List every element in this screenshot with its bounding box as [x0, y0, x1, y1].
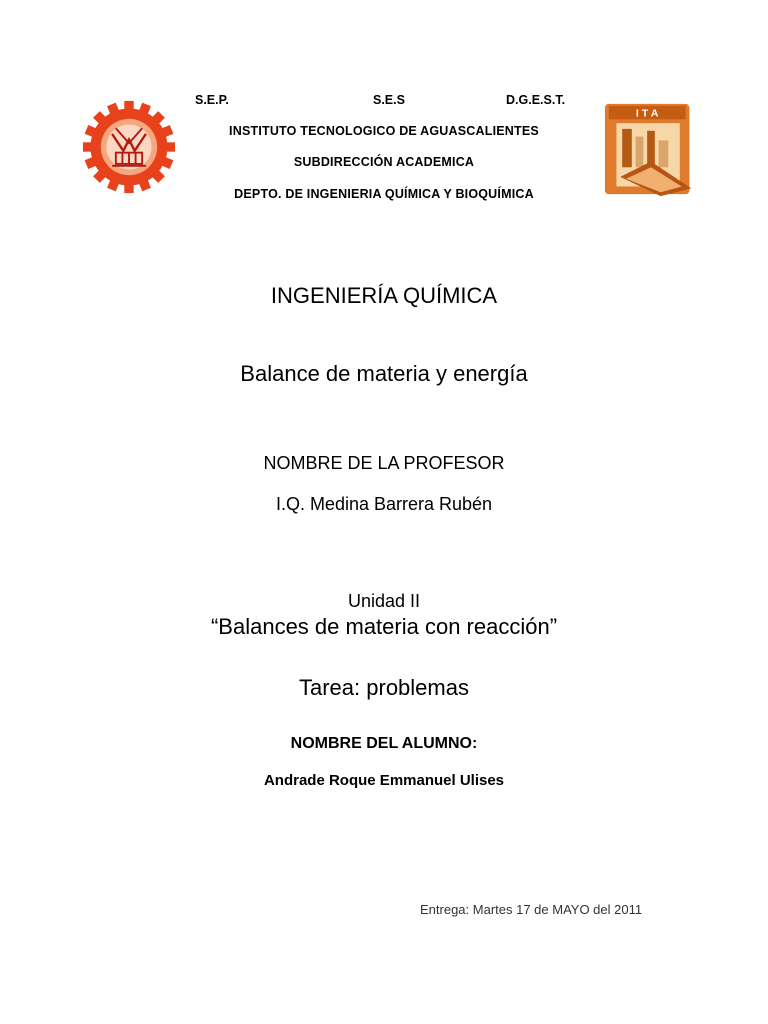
subject-title: Balance de materia y energía — [240, 361, 528, 386]
unit-label: Unidad II — [347, 591, 421, 611]
task-title: Tarea: problemas — [299, 675, 469, 700]
student-label: NOMBRE DEL ALUMNO: — [290, 735, 478, 752]
ses-label: S.E.S — [373, 93, 405, 107]
ita-letters: I T A — [635, 107, 659, 120]
institute-name: INSTITUTO TECNOLOGICO DE AGUASCALIENTES — [229, 124, 539, 138]
subdirection-name: SUBDIRECCIÓN ACADEMICA — [293, 155, 475, 169]
department-name: DEPTO. DE INGENIERIA QUÍMICA Y BIOQUÍMICA — [234, 187, 534, 201]
sep-label: S.E.P. — [195, 93, 229, 107]
professor-label: NOMBRE DE LA PROFESOR — [263, 453, 505, 473]
student-name: Andrade Roque Emmanuel Ulises — [263, 772, 505, 789]
delivery-date: Entrega: Martes 17 de MAYO del 2011 — [420, 902, 643, 917]
dgest-label: D.G.E.S.T. — [506, 93, 566, 107]
ita-logo-icon — [603, 102, 699, 198]
professor-name: I.Q. Medina Barrera Rubén — [275, 494, 493, 514]
gear-seal-icon — [82, 100, 176, 194]
unit-title: “Balances de materia con reacción” — [210, 614, 558, 639]
career-title: INGENIERÍA QUÍMICA — [270, 283, 498, 308]
